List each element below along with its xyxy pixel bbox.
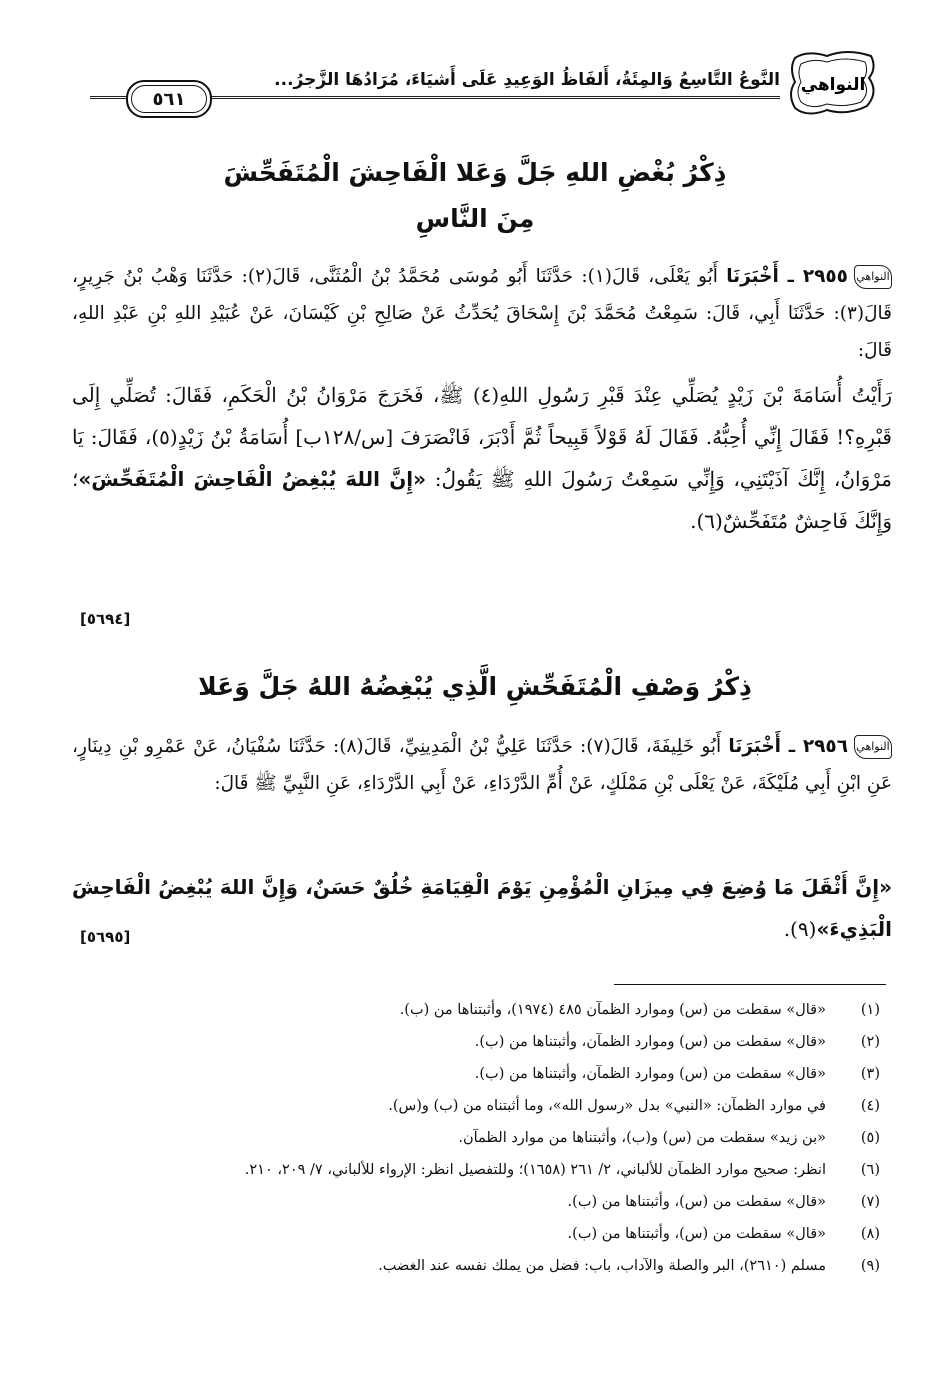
hadith-2956-isnad [72,728,892,802]
footnote [60,1122,880,1154]
footnote-number: (٦) [860,1162,880,1178]
footnote-number: (٤) [860,1098,880,1114]
footnote-number: (٧) [860,1194,880,1210]
section2-heading: ذِكْرُ وَصْفِ الْمُتَفَحِّشِ الَّذِي يُبْغِضُهُ اللهُ جَلَّ وَعَلا [198,672,752,701]
footnote-number: (٩) [860,1258,880,1274]
matn-end: (٩). [783,917,817,941]
footnote [60,1058,880,1090]
chapter-ornament [787,48,879,118]
footnote [60,1026,880,1058]
footnote-text: «قال» سقطت من (س)، وأثبتناها من (ب). [567,1194,826,1210]
ornament-label: النواهي [800,75,866,95]
running-title: النَّوعُ التَّاسِعُ وَالمِئَةُ، أَلفَاظُ الوَعِيدِ عَلَى أَشيَاءَ، مُرَادُهَا الزَّجرُ... [274,70,780,90]
matn-quote: «إِنَّ اللهَ يُبْغِضُ الْفَاحِشَ الْمُتَفَحِّشَ» [78,467,427,491]
footnote [60,1090,880,1122]
footnote-number: (١) [860,1002,880,1018]
footnote [60,1186,880,1218]
footnote-text: في موارد الظمآن: «النبي» بدل «رسول الله»، وما أثبتناه من (ب) و(س). [388,1098,826,1114]
footnote-text: «بن زيد» سقطت من (س) و(ب)، وأثبتناها من موارد الظمآن. [458,1130,826,1146]
footnote-text: «قال» سقطت من (س) وموارد الظمآن، وأثبتناها من (ب). [474,1034,826,1050]
footnote-text: «قال» سقطت من (س) وموارد الظمآن ٤٨٥ (١٩٧٤)، وأثبتناها من (ب). [399,1002,826,1018]
hadith-number: ٢٩٥٥ ـ أَخْبَرَنَا [726,266,848,287]
matn-end: ؛ وَإِنَّكَ فَاحِشٌ مُتَفَحِّشٌ(٦). [72,467,892,533]
hadith-number: ٢٩٥٦ ـ أَخْبَرَنَا [728,736,848,757]
matn-text: رَأَيْتُ أُسَامَةَ بْنَ زَيْدٍ يُصَلِّي عِنْدَ قَبْرِ رَسُولِ اللهِ(٤) ﷺ، فَخَرَجَ مَرْوَانُ بْنُ الْحَكَمِ، فَقَالَ: تُصَلِّي إِلَى قَبْرِهِ؟! فَقَالَ إِنِّي أُحِبُّهُ. فَقَالَ لَهُ قَوْلاً قَبِيحاً ثُمَّ أَدْبَرَ، فَانْصَرَفَ [س/١٢٨ب] أُسَامَةُ بْنُ زَيْدٍ(٥)، فَقَالَ: يَا مَرْوَانُ، إِنَّكَ آذَيْتَنِي، وَإِنِّي سَمِعْتُ رَسُولَ اللهِ ﷺ يَقُولُ: [72,383,893,491]
footnote [60,1154,880,1186]
footnote-text: «قال» سقطت من (س) وموارد الظمآن، وأثبتناها من (ب). [474,1066,826,1082]
hadith-2955-matn [72,374,892,542]
isnad-text: أَبُو خَلِيفَةَ، قَالَ(٧): حَدَّثَنَا عَلِيُّ بْنُ الْمَدِينِيِّ، قَالَ(٨): حَدَّثَنَا سُفْيَانُ، عَنْ عَمْرِو بْنِ دِينَارٍ، عَنِ ابْنِ أَبِي مُلَيْكَةَ، عَنْ يَعْلَى بْنِ مَمْلَكٍ، عَنْ أُمِّ الدَّرْدَاءِ، عَنْ أَبِي الدَّرْدَاءِ، عَنِ النَّبِيِّ ﷺ قَالَ: [72,736,892,794]
section1-heading-line1: ذِكْرُ بُغْضِ اللهِ جَلَّ وَعَلا الْفَاحِشَ الْمُتَفَحِّشَ [223,158,727,187]
page-number-frame [126,80,212,118]
footnote-number: (٣) [860,1066,880,1082]
section1-heading-line2: مِنَ النَّاسِ [415,204,535,233]
footnote-text: «قال» سقطت من (س)، وأثبتناها من (ب). [567,1226,826,1242]
footnote [60,1250,880,1282]
footnote-number: (٨) [860,1226,880,1242]
footnote-text: مسلم (٢٦١٠)، البر والصلة والآداب، باب: فضل من يملك نفسه عند الغضب. [378,1258,826,1274]
footnotes-list [60,994,880,1282]
hadith-2955-isnad [72,258,892,369]
page-number: ٥٦١ [152,88,186,110]
hadith-marker-icon: النواهي [854,265,892,289]
footnote-text: انظر: صحيح موارد الظمآن للألباني، ٢/ ٢٦١ (١٦٥٨)؛ وللتفصيل انظر: الإرواء للألباني، ٧/ ٢٠٩، ٢١٠. [244,1162,826,1178]
footnote [60,1218,880,1250]
footnote-separator [614,984,886,985]
reference-number: [٥٦٩٥] [80,928,131,946]
footnote [60,994,880,1026]
reference-number: [٥٦٩٤] [80,610,131,628]
matn-quote: «إِنَّ أَثْقَلَ مَا وُضِعَ فِي مِيزَانِ الْمُؤْمِنِ يَوْمَ الْقِيَامَةِ خُلُقٌ حَسَنٌ، وَإِنَّ اللهَ يُبْغِضُ الْفَاحِشَ الْبَذِيءَ» [72,875,892,941]
footnote-number: (٢) [860,1034,880,1050]
hadith-marker-icon: النواهي [854,735,892,759]
isnad-text: أَبُو يَعْلَى، قَالَ(١): حَدَّثَنَا أَبُو مُوسَى مُحَمَّدُ بْنُ الْمُثَنَّى، قَالَ(٢): حَدَّثَنَا وَهْبُ بْنُ جَرِيرٍ، قَالَ(٣): حَدَّثَنَا أَبِي، قَالَ: سَمِعْتُ مُحَمَّدَ بْنَ إِسْحَاقَ يُحَدِّثُ عَنْ صَالِحِ بْنِ كَيْسَانَ، عَنْ عُبَيْدِ اللهِ بْنِ عَبْدِ اللهِ، قَالَ: [72,266,892,361]
hadith-2956-matn [72,866,892,950]
footnote-number: (٥) [860,1130,880,1146]
